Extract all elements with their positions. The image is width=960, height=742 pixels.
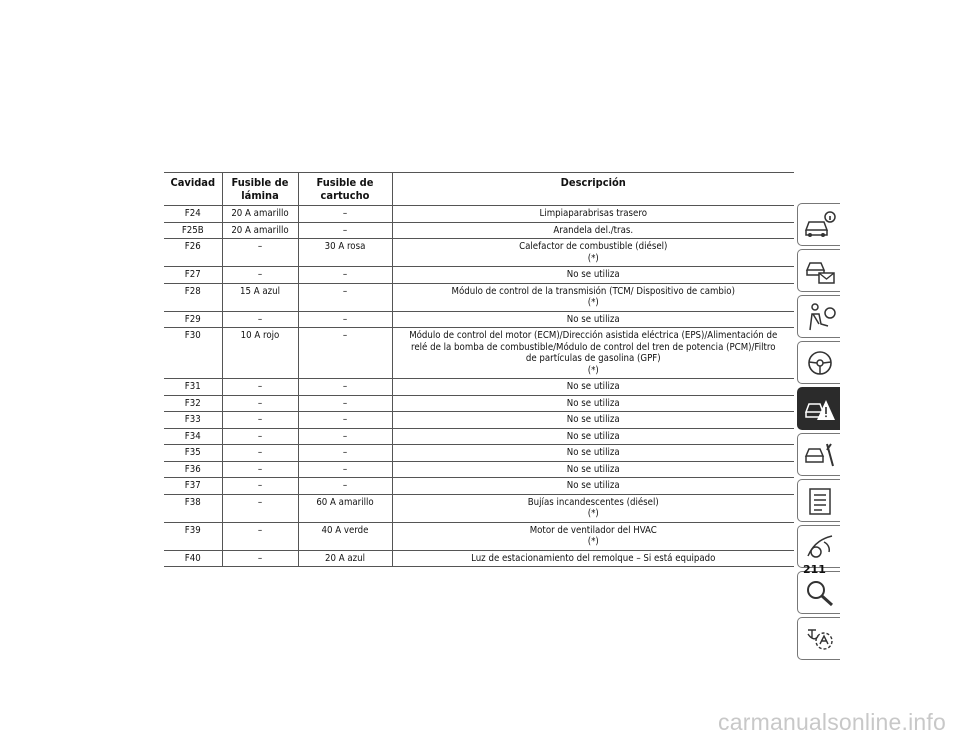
table-row [164, 522, 794, 550]
description-line: No se utiliza [566, 397, 620, 409]
table-row [164, 550, 794, 567]
section-tab-4[interactable] [797, 341, 840, 384]
blade-fuse-cell: – [222, 494, 298, 522]
cartridge-fuse-cell: – [298, 428, 392, 445]
cavity-cell: F40 [164, 550, 222, 567]
section-tab-2[interactable] [797, 249, 840, 292]
description-cell [392, 494, 794, 522]
blade-fuse-cell: 10 A rojo [222, 328, 298, 379]
blade-fuse-cell: 20 A amarillo [222, 222, 298, 239]
blade-fuse-cell: – [222, 412, 298, 429]
blade-fuse-cell: – [222, 478, 298, 495]
description-line: Limpiaparabrisas trasero [539, 208, 647, 219]
watermark: carmanualsonline.info [718, 709, 946, 735]
description-cell [392, 522, 794, 550]
cartridge-fuse-cell: – [298, 461, 392, 478]
blade-fuse-cell: – [222, 428, 298, 445]
blade-fuse-cell: – [222, 395, 298, 412]
description-line: (*) [587, 297, 599, 308]
table-header-row [164, 173, 794, 206]
section-tabs [797, 203, 840, 663]
description-cell [392, 328, 794, 379]
description-line: No se utiliza [566, 313, 620, 325]
table-row [164, 412, 794, 429]
description-line: (*) [587, 536, 599, 547]
cavity-cell: F28 [164, 283, 222, 311]
cartridge-fuse-cell: 20 A azul [298, 550, 392, 567]
table-row [164, 328, 794, 379]
blade-fuse-cell: – [222, 550, 298, 567]
description-cell [392, 461, 794, 478]
cartridge-fuse-cell: 60 A amarillo [298, 494, 392, 522]
description-cell [392, 428, 794, 445]
cavity-cell: F38 [164, 494, 222, 522]
section-tab-7[interactable] [797, 479, 840, 522]
table-row [164, 494, 794, 522]
description-line: No se utiliza [566, 463, 620, 475]
table-row [164, 222, 794, 239]
description-cell [392, 550, 794, 567]
cartridge-fuse-cell: – [298, 283, 392, 311]
description-line: No se utiliza [566, 414, 620, 425]
cavity-cell: F32 [164, 395, 222, 412]
header-cavity: Cavidad [164, 173, 222, 206]
table-row [164, 478, 794, 495]
header-cartridge-fuse: Fusible de cartucho [298, 173, 392, 206]
table-row [164, 267, 794, 284]
description-line: No se utiliza [566, 430, 620, 442]
description-cell [392, 311, 794, 328]
table-row [164, 206, 794, 223]
table-row [164, 283, 794, 311]
table-row [164, 461, 794, 478]
cavity-cell: F34 [164, 428, 222, 445]
description-line: Calefactor de combustible (diésel) [519, 241, 668, 252]
description-cell [392, 379, 794, 396]
section-tab-10[interactable] [797, 617, 840, 660]
cartridge-fuse-cell: – [298, 445, 392, 462]
section-tab-8[interactable] [797, 525, 840, 568]
cartridge-fuse-cell: – [298, 206, 392, 223]
description-line: No se utiliza [566, 480, 620, 491]
cavity-cell: F27 [164, 267, 222, 284]
cartridge-fuse-cell: – [298, 222, 392, 239]
blade-fuse-cell: – [222, 311, 298, 328]
section-tab-9[interactable] [797, 571, 840, 614]
cartridge-fuse-cell: – [298, 395, 392, 412]
cavity-cell: F26 [164, 239, 222, 267]
blade-fuse-cell: – [222, 239, 298, 267]
description-line: de partículas de gasolina (GPF) [525, 353, 661, 364]
cartridge-fuse-cell: – [298, 412, 392, 429]
page-number: 211 [803, 563, 826, 576]
description-line: No se utiliza [566, 269, 620, 280]
cavity-cell: F29 [164, 311, 222, 328]
description-line: Luz de estacionamiento del remolque – Si está equipado [471, 552, 716, 564]
description-line: Motor de ventilador del HVAC [529, 524, 657, 536]
description-line: No se utiliza [566, 381, 620, 392]
description-cell [392, 206, 794, 223]
blade-fuse-cell: – [222, 267, 298, 284]
description-cell [392, 395, 794, 412]
description-cell [392, 239, 794, 267]
blade-fuse-cell: – [222, 379, 298, 396]
description-line: No se utiliza [566, 447, 620, 458]
cavity-cell: F36 [164, 461, 222, 478]
blade-fuse-cell: – [222, 461, 298, 478]
description-cell [392, 445, 794, 462]
blade-fuse-cell: 20 A amarillo [222, 206, 298, 223]
cavity-cell: F37 [164, 478, 222, 495]
table-row [164, 428, 794, 445]
description-line: (*) [587, 252, 599, 264]
cartridge-fuse-cell: 40 A verde [298, 522, 392, 550]
cavity-cell: F31 [164, 379, 222, 396]
blade-fuse-cell: – [222, 522, 298, 550]
cartridge-fuse-cell: – [298, 328, 392, 379]
cavity-cell: F24 [164, 206, 222, 223]
cartridge-fuse-cell: 30 A rosa [298, 239, 392, 267]
cartridge-fuse-cell: – [298, 267, 392, 284]
section-tab-5[interactable] [797, 387, 840, 430]
blade-fuse-cell: 15 A azul [222, 283, 298, 311]
header-description: Descripción [392, 173, 794, 206]
cavity-cell: F25B [164, 222, 222, 239]
table-row [164, 379, 794, 396]
description-cell [392, 478, 794, 495]
cavity-cell: F33 [164, 412, 222, 429]
description-line: Bujías incandescentes (diésel) [527, 496, 659, 508]
cavity-cell: F30 [164, 328, 222, 379]
cartridge-fuse-cell: – [298, 379, 392, 396]
description-cell [392, 412, 794, 429]
cartridge-fuse-cell: – [298, 311, 392, 328]
section-tab-3[interactable] [797, 295, 840, 338]
description-line: Módulo de control de la transmisión (TCM/ Dispositivo de cambio) [451, 285, 735, 297]
description-cell [392, 222, 794, 239]
description-cell [392, 283, 794, 311]
description-line: (*) [587, 364, 599, 376]
table-row [164, 395, 794, 412]
table-row [164, 445, 794, 462]
header-blade-fuse: Fusible de lámina [222, 173, 298, 206]
description-line: Módulo de control del motor (ECM)/Dirección asistida eléctrica (EPS)/Alimentación de [409, 330, 778, 341]
fuse-table [164, 172, 794, 567]
blade-fuse-cell: – [222, 445, 298, 462]
description-line: relé de la bomba de combustible/Módulo de control del tren de potencia (PCM)/Filtro [411, 341, 776, 353]
description-line: (*) [587, 508, 599, 519]
table-row [164, 239, 794, 267]
table-row [164, 311, 794, 328]
cavity-cell: F39 [164, 522, 222, 550]
description-cell [392, 267, 794, 284]
cavity-cell: F35 [164, 445, 222, 462]
cartridge-fuse-cell: – [298, 478, 392, 495]
section-tab-1[interactable] [797, 203, 840, 246]
description-line: Arandela del./tras. [553, 224, 634, 236]
section-tab-6[interactable] [797, 433, 840, 476]
